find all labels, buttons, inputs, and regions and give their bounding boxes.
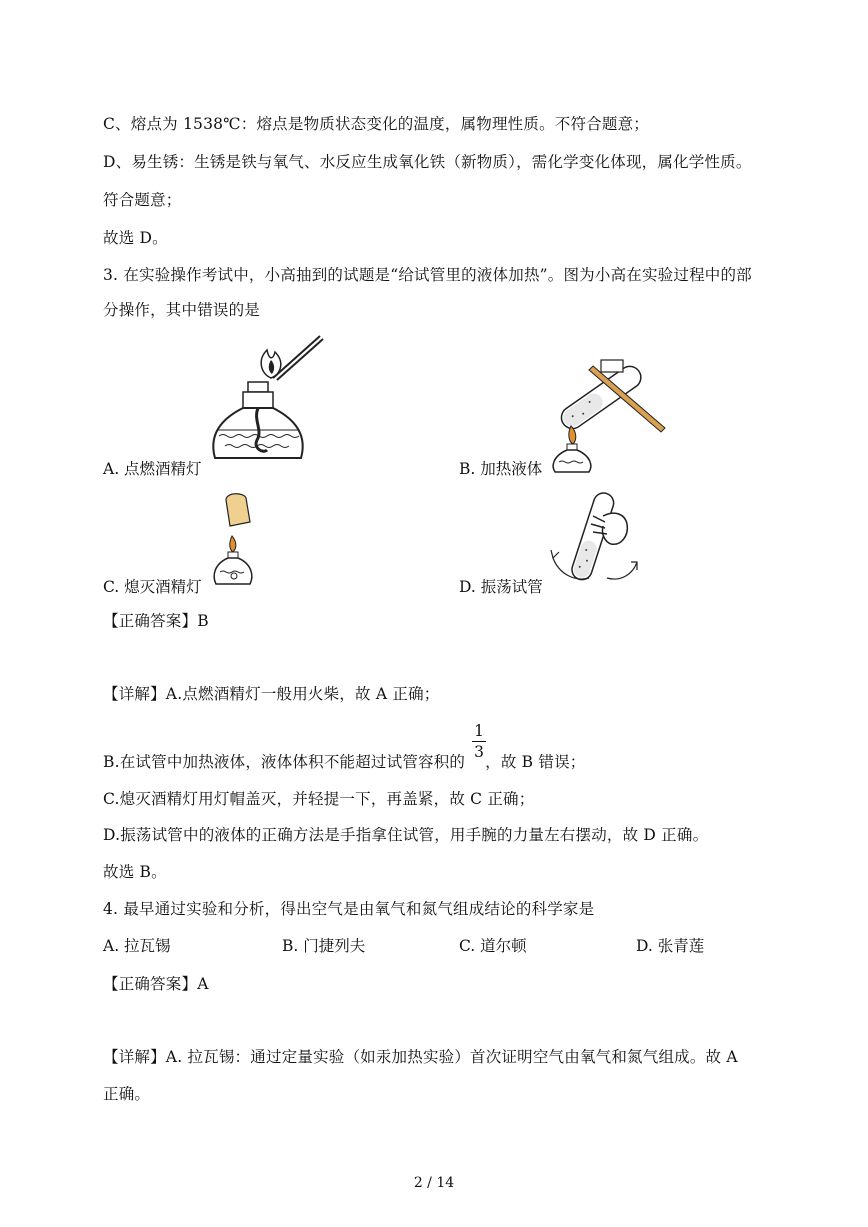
q4-detail-line-1: 【详解】A. 拉瓦锡：通过定量实验（如汞加热实验）首次证明空气由氧气和氮气组成。故 A bbox=[103, 1048, 738, 1066]
q3-option-a: A. 点燃酒精灯 bbox=[103, 460, 202, 478]
fraction-one-third bbox=[472, 722, 486, 761]
q3-detail-b-text: B.在试管中加热液体，液体体积不能超过试管容积的 bbox=[103, 753, 466, 771]
q3-option-c: C. 熄灭酒精灯 bbox=[103, 578, 202, 596]
q3-choose-line: 故选 B。 bbox=[103, 863, 167, 881]
q3-stem-line-2: 分操作，其中错误的是 bbox=[103, 301, 261, 319]
q4-option-c: C. 道尔顿 bbox=[459, 937, 527, 955]
figure-a-lighting-lamp bbox=[205, 330, 335, 475]
q3-detail-d: D.振荡试管中的液体的正确方法是手指拿住试管，用手腕的力量左右摆动，故 D 正确。 bbox=[103, 826, 709, 844]
q3-detail-c: C.熄灭酒精灯用灯帽盖灭，并轻提一下，再盖紧，故 C 正确； bbox=[103, 790, 535, 808]
q3-option-d: D. 振荡试管 bbox=[459, 578, 543, 596]
figure-b-heating-liquid bbox=[545, 356, 670, 474]
q4-option-d: D. 张青莲 bbox=[636, 937, 705, 955]
q4-detail-line-2: 正确。 bbox=[103, 1085, 151, 1103]
figure-d-shaking-tube bbox=[545, 486, 640, 590]
page-number: 2 / 14 bbox=[413, 1175, 455, 1191]
fraction-denominator: 3 bbox=[474, 743, 484, 761]
fraction-bar bbox=[472, 741, 486, 742]
q3-detail-b-tail: ，故 B 错误； bbox=[485, 753, 586, 771]
d-rusting-line-1: D、易生锈：生锈是铁与氧气、水反应生成氧化铁（新物质），需化学变化体现，属化学性质。 bbox=[103, 153, 752, 171]
figure-c-extinguish-lamp bbox=[210, 492, 270, 588]
q2-choose-line: 故选 D。 bbox=[103, 229, 168, 247]
c-melting-point-line: C、熔点为 1538℃：熔点是物质状态变化的温度，属物理性质。不符合题意； bbox=[103, 115, 649, 133]
q3-stem-line-1: 3. 在实验操作考试中，小高抽到的试题是“给试管里的液体加热”。图为小高在实验过程中的部 bbox=[103, 266, 752, 284]
d-rusting-line-2: 符合题意； bbox=[103, 191, 182, 209]
q4-option-b: B. 门捷列夫 bbox=[282, 937, 366, 955]
fraction-numerator: 1 bbox=[474, 722, 484, 740]
q4-option-a: A. 拉瓦锡 bbox=[103, 937, 171, 955]
q3-detail-a: 【详解】A.点燃酒精灯一般用火柴，故 A 正确； bbox=[103, 685, 440, 703]
q3-correct-answer: 【正确答案】B bbox=[103, 612, 209, 630]
q4-correct-answer: 【正确答案】A bbox=[103, 975, 209, 993]
q4-stem-line: 4. 最早通过实验和分析，得出空气是由氧气和氮气组成结论的科学家是 bbox=[103, 900, 595, 918]
q3-option-b: B. 加热液体 bbox=[459, 460, 543, 478]
q3-detail-b bbox=[103, 750, 585, 772]
